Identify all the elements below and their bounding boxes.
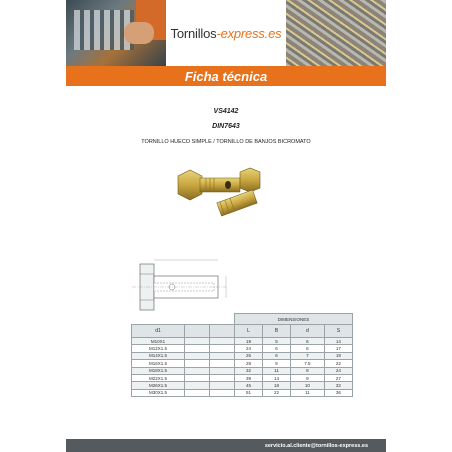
table-cell-size: M14X1.5 (132, 352, 185, 359)
table-cell (210, 374, 235, 381)
table-cell-size: M30X1.5 (132, 389, 185, 396)
dimensions-table (131, 313, 353, 397)
bolt-shank-2 (217, 190, 257, 216)
table-cell (210, 338, 235, 345)
table-cell (185, 382, 210, 389)
table-cell: 24 (324, 367, 352, 374)
product-description: TORNILLO HUECO SIMPLE / TORNILLO DE BANJOS BICROMATO (141, 139, 311, 145)
table-cell: 32 (235, 367, 263, 374)
table-blank-cell (132, 314, 235, 325)
footer-email[interactable]: servicio.al.cliente@tornillos-express.es (264, 442, 368, 449)
table-cell (210, 352, 235, 359)
screws-photo (286, 0, 386, 66)
col-header-blank-2 (210, 325, 235, 338)
page-footer (66, 439, 386, 452)
table-cell: 7.5 (291, 360, 325, 367)
table-cell: 32 (324, 382, 352, 389)
workshop-photo (66, 0, 166, 66)
table-cell: 22 (263, 389, 291, 396)
col-header-d1: d1 (132, 325, 185, 338)
table-cell (185, 338, 210, 345)
col-header-d: d (291, 325, 325, 338)
logo-accent: -express.es (216, 25, 282, 41)
bolt-head-1 (178, 170, 202, 200)
table-cell: 39 (235, 374, 263, 381)
table-cell-size: M10X1 (132, 338, 185, 345)
table-cell-size: M16X1.5 (132, 360, 185, 367)
table-cell (185, 352, 210, 359)
table-row (132, 338, 353, 345)
table-cell: 26 (235, 352, 263, 359)
table-row (132, 345, 353, 352)
table-cell: 18 (263, 382, 291, 389)
table-row (132, 389, 353, 396)
table-cell: 10 (291, 382, 325, 389)
product-code: VS4142 (213, 108, 239, 115)
table-cell: 24 (235, 345, 263, 352)
logo[interactable] (166, 0, 286, 66)
table-cell: 22 (324, 360, 352, 367)
table-cell: 6 (291, 345, 325, 352)
col-header-l: L (235, 325, 263, 338)
banner-title: Ficha técnica (184, 68, 268, 84)
table-cell (185, 389, 210, 396)
table-cell: 51 (235, 389, 263, 396)
technical-drawing (126, 256, 246, 318)
table-cell (210, 345, 235, 352)
table-row (132, 352, 353, 359)
table-cell: 14 (324, 338, 352, 345)
table-cell-size: M26X1.5 (132, 382, 185, 389)
table-cell: 19 (235, 338, 263, 345)
col-header-blank-1 (185, 325, 210, 338)
table-cell (210, 389, 235, 396)
table-cell (210, 382, 235, 389)
table-row (132, 360, 353, 367)
worker-hand (124, 22, 154, 44)
page-header (66, 0, 386, 66)
table-group-header: DIMENSIONES (235, 314, 353, 325)
table-cell (185, 360, 210, 367)
table-cell: 5 (263, 338, 291, 345)
col-header-s: S (324, 325, 352, 338)
table-cell: 28 (235, 360, 263, 367)
col-header-b: B (263, 325, 291, 338)
table-cell: 11 (291, 389, 325, 396)
table-cell: 14 (263, 374, 291, 381)
table-cell: 9 (263, 360, 291, 367)
bolt-head-2 (240, 168, 260, 192)
table-cell: 8 (291, 367, 325, 374)
title-banner (66, 66, 386, 86)
table-cell: 19 (324, 352, 352, 359)
table-cell (185, 374, 210, 381)
table-row (132, 367, 353, 374)
table-cell-size: M18X1.5 (132, 367, 185, 374)
product-standard: DIN7643 (212, 123, 240, 130)
table-cell: 6 (291, 338, 325, 345)
table-row (132, 374, 353, 381)
table-cell-size: M22X1.5 (132, 374, 185, 381)
logo-main: Tornillos (170, 25, 217, 41)
table-cell (185, 367, 210, 374)
table-row (132, 382, 353, 389)
logo-text (171, 26, 282, 41)
table-cell: 11 (263, 367, 291, 374)
table-cell (210, 360, 235, 367)
table-cell: 9 (291, 374, 325, 381)
table-cell: 45 (235, 382, 263, 389)
table-cell: 6 (263, 345, 291, 352)
table-cell: 17 (324, 345, 352, 352)
table-cell (185, 345, 210, 352)
table-cell (210, 367, 235, 374)
bolt-hole-1 (225, 181, 231, 189)
table-cell: 36 (324, 389, 352, 396)
table-cell: 7 (291, 352, 325, 359)
table-cell-size: M12X1.5 (132, 345, 185, 352)
product-image (170, 162, 280, 224)
table-cell: 27 (324, 374, 352, 381)
table-cell: 6 (263, 352, 291, 359)
